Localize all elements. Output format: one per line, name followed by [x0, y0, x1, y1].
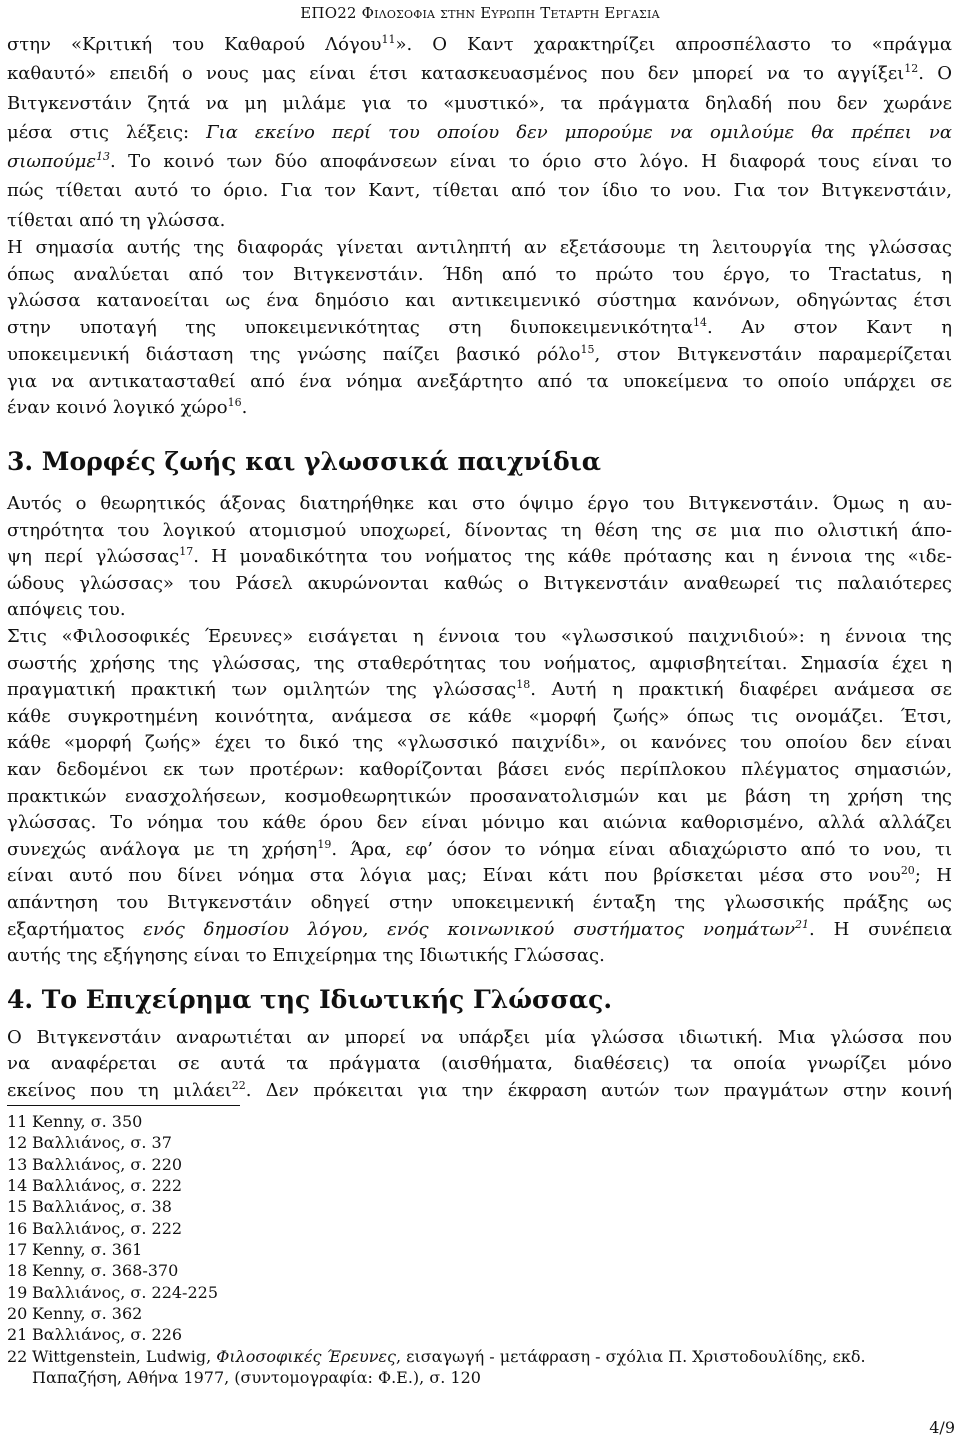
text-run: είναι αυτό που δίνει νόημα στα λόγια μας; Είναι κάτι που βρίσκεται μέσα στο νου — [7, 865, 901, 887]
text-run: Βαλλιάνος, σ. 222 — [32, 1175, 183, 1195]
text-run: συνεχώς ανάλογα με τη χρήση — [7, 838, 318, 860]
text-run: κάθε «μορφή ζωής» έχει το δικό της «γλωσσικό παιχνίδι», οι κανόνες του οποίου δεν είναι — [7, 732, 952, 754]
text-run: . Άρα, εφ’ όσον το νόημα είναι αδιαχώριστο από το νου, τι — [331, 838, 953, 860]
text-run: καν δεδομένοι εκ των προτέρων: καθορίζονται βάσει ενός περίπλοκου πλέγματος σημασιών, — [7, 758, 952, 780]
footnote-reference: 18 — [516, 678, 531, 692]
footnote-text — [32, 1218, 952, 1239]
footnote-number: 16 — [7, 1218, 28, 1238]
text-run: γλώσσα κατανοείται ως ένα δημόσιο και αντικειμενικό σύστημα κανόνων, οδηγώντας έτσι — [7, 290, 952, 312]
paragraph — [7, 624, 952, 970]
footnote-reference: 15 — [580, 342, 595, 356]
text-line — [7, 59, 952, 88]
text-line — [7, 491, 952, 518]
footnote-reference: 13 — [96, 150, 110, 164]
text-run: απόψεις του. — [7, 599, 126, 621]
text-run: . Η μοναδικότητα του νοήματος της κάθε πρότασης και η έννοια της «ιδε- — [193, 546, 952, 568]
footnote-line — [32, 1303, 952, 1324]
footnote-line — [32, 1367, 952, 1388]
text-line — [7, 544, 952, 571]
footnote-text — [32, 1239, 952, 1260]
text-line — [7, 342, 952, 369]
italic-text: σιωπούμε — [7, 151, 96, 173]
paragraph — [7, 1025, 952, 1105]
text-run: Wittgenstein, Ludwig, — [32, 1346, 217, 1366]
footnote — [7, 1239, 952, 1260]
footnote-number: 19 — [7, 1282, 28, 1302]
text-run: , στον Βιτγκενστάιν παραμερίζεται — [594, 343, 952, 365]
footnote-reference: 12 — [904, 62, 919, 76]
footnote-line — [32, 1260, 952, 1281]
footnote-line — [32, 1239, 952, 1260]
italic-text: Για εκείνο περί του οποίου δεν μπορούμε να ομιλούμε θα πρέπει να — [206, 121, 952, 143]
footnote — [7, 1324, 952, 1345]
text-run: στηρότητα του λογικού ατομισμού υποχωρεί, δίνοντας τη θέση της σε μια πιο ολιστική άπο- — [7, 519, 952, 541]
footnote-line — [32, 1218, 952, 1239]
text-run: υποκειμενική διάσταση της γνώσης παίζει βασικό ρόλο — [7, 343, 581, 365]
footnote-number: 21 — [7, 1325, 28, 1345]
text-line — [7, 943, 952, 970]
text-run: Ο Βιτγκενστάιν αναρωτιέται αν μπορεί να υπάρξει μία γλώσσα ιδιωτική. Μια γλώσσα που — [7, 1026, 952, 1048]
footnote-line — [32, 1282, 952, 1303]
footnote-reference: 17 — [179, 545, 194, 559]
document-body — [7, 30, 952, 1104]
text-run: . Ο — [918, 63, 953, 85]
footnote-text — [32, 1154, 952, 1175]
text-run: ». Ο Καντ χαρακτηρίζει απροσπέλαστο το «πράγμα — [395, 34, 953, 55]
footnote — [7, 1282, 952, 1303]
text-run: Στις «Φιλοσοφικές Έρευνες» εισάγεται η έννοια του «γλωσσικού παιχνιδιού»: η έννοια της — [7, 625, 952, 647]
text-run: Βαλλιάνος, σ. 37 — [32, 1133, 172, 1153]
text-run: . Αυτή η πρακτική διαφέρει ανάμεσα σε — [530, 679, 952, 701]
footnote — [7, 1196, 952, 1217]
footnote — [7, 1260, 952, 1281]
text-run: . Αν στον Καντ η — [707, 317, 952, 339]
text-run: κάθε συγκροτημένη κοινότητα, ανάμεσα σε κάθε «μορφή ζωής» όπως τις ονομάζει. Έτσι, — [7, 705, 952, 727]
text-run: Βαλλιάνος, σ. 38 — [32, 1197, 172, 1217]
text-line — [7, 730, 952, 757]
text-run: να αναφέρεται σε αυτά τα πράγματα (αισθήματα, διαθέσεις) τα οποία γνωρίζει μόνο — [7, 1053, 952, 1075]
text-run: καθαυτό» επειδή ο νους μας είναι έτσι κατασκευασμένος που δεν μπορεί να το αγγίξει — [7, 63, 905, 85]
footnote — [7, 1132, 952, 1153]
text-line — [7, 176, 952, 205]
text-line — [7, 369, 952, 396]
footnote-text — [32, 1324, 952, 1345]
footnote-line — [32, 1196, 952, 1217]
text-line — [7, 837, 952, 864]
text-line — [7, 917, 952, 944]
footnote-number: 12 — [7, 1133, 28, 1153]
footnote-text — [32, 1111, 952, 1132]
footnote-number: 14 — [7, 1175, 28, 1195]
text-run: αυτής της εξήγησης είναι το Επιχείρημα της Ιδιωτικής Γλώσσας. — [7, 945, 605, 967]
text-run: έναν κοινό λογικό χώρο — [7, 397, 228, 419]
section-heading: 4. Το Επιχείρημα της Ιδιωτικής Γλώσσας. — [7, 984, 613, 1014]
text-run: για να αντικατασταθεί από ένα νόημα ανεξάρτητο από τα υποκείμενα το οποίο υπάρχει σε — [7, 370, 952, 392]
footnote-number: 20 — [7, 1303, 28, 1323]
text-line — [7, 890, 952, 917]
text-run: Η σημασία αυτής της διαφοράς γίνεται αντιληπτή αν εξετάσουμε τη λειτουργία της γλώσσας — [7, 237, 952, 259]
text-run: Kenny, σ. 362 — [32, 1303, 143, 1323]
text-run: Kenny, σ. 361 — [32, 1239, 143, 1259]
footnote-number: 22 — [7, 1346, 28, 1366]
text-line — [7, 757, 952, 784]
text-line — [7, 863, 952, 890]
text-run: . Η συνέπεια — [809, 918, 953, 940]
text-run: . Δεν πρόκειται για την έκφραση αυτών των πραγμάτων στην κοινή — [245, 1079, 952, 1101]
text-run: ; Η — [914, 865, 952, 887]
running-header: ΕΠΟ22 Φιλοσοφια στην Ευρωπη Τεταρτη Εργασια — [300, 4, 660, 22]
text-run: Βαλλιάνος, σ. 226 — [32, 1325, 183, 1345]
footnote-number: 13 — [7, 1154, 28, 1174]
paragraph — [7, 30, 952, 235]
text-line — [7, 677, 952, 704]
text-run: . Το κοινό των δύο αποφάνσεων είναι το όριο στο λόγο. Η διαφορά τους είναι το — [110, 151, 952, 173]
text-line — [7, 624, 952, 651]
text-run: πρακτικών ενασχολήσεων, κοσμοθεωρητικών προσανατολισμών και με βάση τη χρήση της — [7, 785, 952, 807]
footnote — [7, 1303, 952, 1324]
text-run: μέσα στις λέξεις: — [7, 121, 207, 143]
text-run: Βαλλιάνος, σ. 224-225 — [32, 1282, 218, 1302]
footnote-number: 17 — [7, 1239, 28, 1259]
text-line — [7, 147, 952, 176]
footnote — [7, 1218, 952, 1239]
text-line — [7, 810, 952, 837]
footnote-text — [32, 1282, 952, 1303]
page-number: 4/9 — [929, 1418, 955, 1437]
text-run: πώς τίθεται αυτό το όριο. Για τον Καντ, τίθεται από τον ίδιο το νου. Για τον Βιτγκενστάιν, — [7, 180, 952, 202]
text-line — [7, 395, 952, 422]
text-run: . — [241, 397, 248, 419]
footnote — [7, 1346, 952, 1389]
paragraph — [7, 491, 952, 624]
text-run: Βαλλιάνος, σ. 222 — [32, 1218, 183, 1238]
text-line — [7, 118, 952, 147]
section-heading: 3. Μορφές ζωής και γλωσσικά παιχνίδια — [7, 447, 602, 476]
text-run: στην «Κριτική του Καθαρού Λόγου — [7, 34, 382, 55]
text-line — [7, 1025, 952, 1052]
text-run: γλώσσας. Το νόημα του κάθε όρου δεν είναι μόνιμο και αιώνια καθορισμένο, αλλά αλλάζει — [7, 812, 952, 834]
footnote-number: 18 — [7, 1261, 28, 1281]
paragraph — [7, 235, 952, 422]
text-run: Kenny, σ. 368-370 — [32, 1261, 179, 1281]
text-line — [7, 597, 952, 624]
footnote-reference: 20 — [900, 864, 915, 878]
text-line — [7, 315, 952, 342]
text-line — [7, 235, 952, 262]
text-run: εκείνος που τη μιλάει — [7, 1079, 232, 1101]
text-line — [7, 571, 952, 598]
footnote-line — [32, 1154, 952, 1175]
footnote — [7, 1111, 952, 1132]
text-line — [7, 651, 952, 678]
text-run: σωστής χρήσης της γλώσσας, της σταθερότητας του νοήματος, αμφισβητείται. Σημασία έχει η — [7, 652, 952, 674]
footnote-reference: 16 — [227, 396, 242, 410]
text-run: εξαρτήματος — [7, 918, 144, 940]
text-run: όπως αναλύεται από τον Βιτγκενστάιν. Ήδη από το πρώτο του έργο, το Tractatus, η — [7, 263, 952, 285]
text-run: ώδους γλώσσας» του Ράσελ ακυρώνονται καθώς ο Βιτγκενστάιν αναθεωρεί τις παλαιότερες — [7, 572, 952, 594]
text-line — [7, 288, 952, 315]
text-run: τίθεται από τη γλώσσα. — [7, 209, 226, 231]
text-run: ψη περί γλώσσας — [7, 546, 180, 568]
italic-text: ενός δημοσίου λόγου, ενός κοινωνικού συστήματος νοημάτων — [143, 918, 796, 940]
text-run: πραγματική πρακτική των ομιλητών της γλώσσας — [7, 679, 517, 701]
text-run: Βαλλιάνος, σ. 220 — [32, 1154, 183, 1174]
footnotes — [7, 1111, 952, 1388]
text-line — [7, 30, 952, 59]
text-line — [7, 704, 952, 731]
footnote-text — [32, 1260, 952, 1281]
text-run: , εισαγωγή - μετάφραση - σχόλια Π. Χριστοδουλίδης, εκδ. — [395, 1346, 866, 1366]
text-line — [7, 1051, 952, 1078]
text-run: Παπαζήση, Αθήνα 1977, (συντομογραφία: Φ.Ε.), σ. 120 — [32, 1367, 481, 1387]
footnote-line — [32, 1175, 952, 1196]
footnote-reference: 19 — [317, 837, 332, 851]
footnote — [7, 1175, 952, 1196]
footnote-line — [32, 1346, 952, 1367]
footnote-reference: 11 — [381, 33, 396, 46]
footnote-line — [32, 1111, 952, 1132]
text-line — [7, 262, 952, 289]
footnote-text — [32, 1132, 952, 1153]
footnote — [7, 1154, 952, 1175]
footnote-text — [32, 1303, 952, 1324]
footnote-reference: 22 — [231, 1078, 246, 1092]
footnote-reference: 21 — [795, 917, 810, 931]
text-line — [7, 518, 952, 545]
footnote-number: 11 — [7, 1112, 28, 1131]
footnote-text — [32, 1175, 952, 1196]
text-line — [7, 1078, 952, 1105]
footnote-reference: 14 — [693, 316, 707, 330]
footnote-separator — [7, 1105, 240, 1106]
text-line — [7, 784, 952, 811]
text-run: απάντηση του Βιτγκενστάιν οδηγεί στην υποκειμενική ένταξη της γλωσσικής πράξης ως — [7, 891, 952, 913]
footnote-number: 15 — [7, 1197, 28, 1217]
footnote-text — [32, 1196, 952, 1217]
text-run: στην υποταγή της υποκειμενικότητας στη διυποκειμενικότητα — [7, 317, 693, 339]
text-run: Kenny, σ. 350 — [32, 1112, 143, 1131]
footnote-line — [32, 1324, 952, 1345]
footnote-text — [32, 1346, 952, 1389]
footnote-line — [32, 1132, 952, 1153]
text-run: Βιτγκενστάιν ζητά να μη μιλάμε για το «μυστικό», τα πράγματα δηλαδή που δεν χωράνε — [7, 92, 952, 114]
italic-text: Φιλοσοφικές Έρευνες — [216, 1346, 396, 1366]
text-run: Αυτός ο θεωρητικός άξονας διατηρήθηκε και στο όψιμο έργο του Βιτγκενστάιν. Όμως η αυ- — [7, 493, 952, 514]
text-line — [7, 89, 952, 118]
text-line — [7, 206, 952, 235]
